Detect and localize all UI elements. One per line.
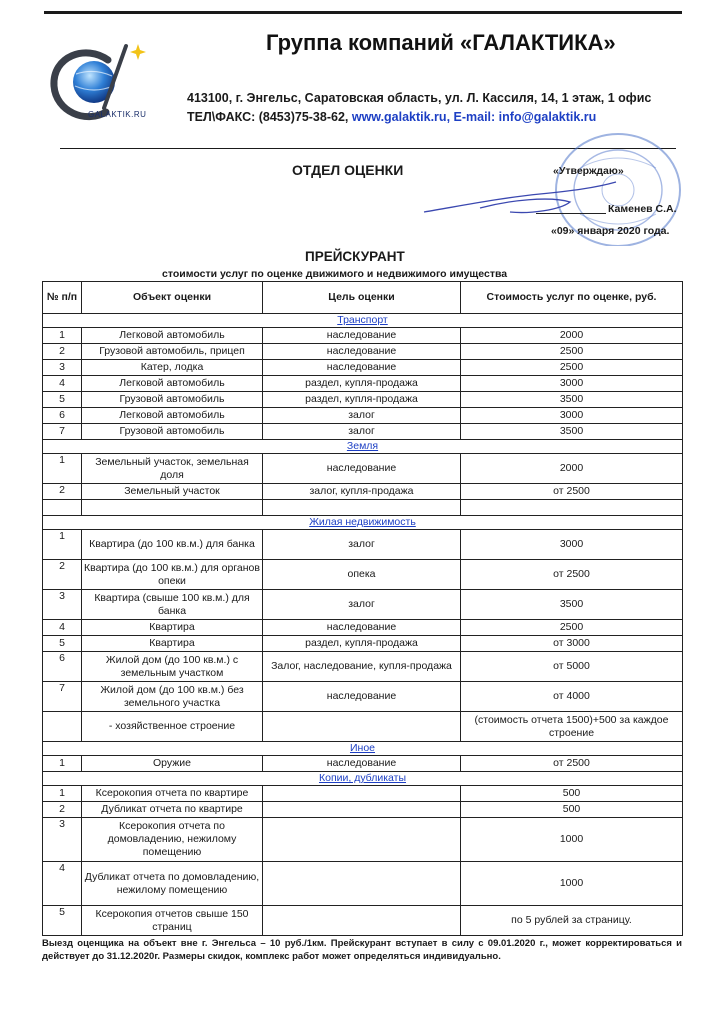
table-row bbox=[43, 424, 683, 440]
row-object: Ксерокопия отчета по квартире bbox=[82, 786, 263, 802]
approval-date: «09» января 2020 года. bbox=[551, 225, 670, 237]
row-object: Легковой автомобиль bbox=[82, 328, 263, 344]
table-row bbox=[43, 484, 683, 500]
section-row bbox=[43, 772, 683, 786]
row-object: Квартира (до 100 кв.м.) для банка bbox=[82, 530, 263, 560]
approver-name: Каменев С.А. bbox=[608, 203, 677, 215]
table-row bbox=[43, 560, 683, 590]
table-row bbox=[43, 620, 683, 636]
company-title: Группа компаний «ГАЛАКТИКА» bbox=[266, 30, 616, 55]
empty-row bbox=[43, 500, 683, 516]
row-number: 2 bbox=[43, 560, 82, 590]
section-title bbox=[43, 440, 683, 454]
row-purpose: раздел, купля-продажа bbox=[263, 636, 461, 652]
row-price: 3500 bbox=[461, 590, 683, 620]
row-number: 6 bbox=[43, 652, 82, 682]
section-title bbox=[43, 314, 683, 328]
header-price: Стоимость услуг по оценке, руб. bbox=[461, 282, 683, 314]
row-price: 500 bbox=[461, 802, 683, 818]
row-object: Легковой автомобиль bbox=[82, 376, 263, 392]
row-number: 7 bbox=[43, 424, 82, 440]
table-row bbox=[43, 652, 683, 682]
row-number: 4 bbox=[43, 376, 82, 392]
row-object: Жилой дом (до 100 кв.м.) без земельного участка bbox=[82, 682, 263, 712]
row-price: 3000 bbox=[461, 530, 683, 560]
row-number: 3 bbox=[43, 590, 82, 620]
row-price: от 5000 bbox=[461, 652, 683, 682]
signature-line bbox=[536, 213, 606, 214]
row-price: 2500 bbox=[461, 620, 683, 636]
empty-cell bbox=[263, 500, 461, 516]
row-price: 2500 bbox=[461, 344, 683, 360]
row-object: Квартира (до 100 кв.м.) для органов опеки bbox=[82, 560, 263, 590]
row-price: 2000 bbox=[461, 328, 683, 344]
row-purpose: залог bbox=[263, 408, 461, 424]
table-row bbox=[43, 360, 683, 376]
table-row bbox=[43, 590, 683, 620]
row-purpose bbox=[263, 786, 461, 802]
row-object: Земельный участок bbox=[82, 484, 263, 500]
row-object: Жилой дом (до 100 кв.м.) с земельным участком bbox=[82, 652, 263, 682]
row-price: от 2500 bbox=[461, 484, 683, 500]
section-row bbox=[43, 440, 683, 454]
row-object: Квартира bbox=[82, 636, 263, 652]
table-row bbox=[43, 906, 683, 936]
row-number: 4 bbox=[43, 862, 82, 906]
table-row bbox=[43, 712, 683, 742]
row-price: 3500 bbox=[461, 392, 683, 408]
footnote: Выезд оценщика на объект вне г. Энгельса – 10 руб./1км. Прейскурант вступает в силу с 09.01.2020 г., может корректироваться и действует до 31.12.2020г. Размеры скидок, комплекс работ может определяться индивидуально. bbox=[42, 938, 682, 962]
row-price: от 2500 bbox=[461, 756, 683, 772]
empty-cell bbox=[82, 500, 263, 516]
price-table bbox=[42, 281, 683, 936]
row-object: Дубликат отчета по квартире bbox=[82, 802, 263, 818]
row-purpose: наследование bbox=[263, 328, 461, 344]
row-number: 5 bbox=[43, 392, 82, 408]
row-purpose: наследование bbox=[263, 756, 461, 772]
row-number bbox=[43, 712, 82, 742]
section-title bbox=[43, 516, 683, 530]
row-purpose: раздел, купля-продажа bbox=[263, 392, 461, 408]
table-row bbox=[43, 802, 683, 818]
section-label: Земля bbox=[346, 440, 379, 452]
row-price: от 2500 bbox=[461, 560, 683, 590]
row-price: 2500 bbox=[461, 360, 683, 376]
row-purpose: залог bbox=[263, 424, 461, 440]
row-price: от 4000 bbox=[461, 682, 683, 712]
phone-fax: ТЕЛ\ФАКС: (8453)75-38-62, bbox=[187, 110, 349, 124]
document-subtitle: стоимости услуг по оценке движимого и недвижимого имущества bbox=[162, 268, 508, 280]
row-object: Земельный участок, земельная доля bbox=[82, 454, 263, 484]
row-purpose bbox=[263, 906, 461, 936]
row-purpose bbox=[263, 818, 461, 862]
document-title: ПРЕЙСКУРАНТ bbox=[305, 249, 405, 264]
row-price: 3000 bbox=[461, 376, 683, 392]
row-purpose: залог bbox=[263, 530, 461, 560]
row-object: Грузовой автомобиль bbox=[82, 392, 263, 408]
row-object: Квартира (свыше 100 кв.м.) для банка bbox=[82, 590, 263, 620]
row-price: 3000 bbox=[461, 408, 683, 424]
table-row bbox=[43, 376, 683, 392]
table-row bbox=[43, 786, 683, 802]
row-number: 2 bbox=[43, 484, 82, 500]
section-label: Жилая недвижимость bbox=[309, 516, 416, 528]
row-purpose: залог bbox=[263, 590, 461, 620]
table-row bbox=[43, 454, 683, 484]
section-title bbox=[43, 742, 683, 756]
row-number: 1 bbox=[43, 756, 82, 772]
row-purpose: наследование bbox=[263, 620, 461, 636]
company-contacts bbox=[187, 110, 596, 124]
section-row bbox=[43, 516, 683, 530]
table-row bbox=[43, 392, 683, 408]
table-row bbox=[43, 328, 683, 344]
row-number: 1 bbox=[43, 328, 82, 344]
company-address: 413100, г. Энгельс, Саратовская область, ул. Л. Кассиля, 14, 1 этаж, 1 офис bbox=[187, 91, 652, 105]
row-purpose: наследование bbox=[263, 454, 461, 484]
row-purpose bbox=[263, 862, 461, 906]
row-purpose: Залог, наследование, купля-продажа bbox=[263, 652, 461, 682]
email-link[interactable]: info@galaktik.ru bbox=[498, 110, 597, 124]
table-row bbox=[43, 756, 683, 772]
row-price: 1000 bbox=[461, 862, 683, 906]
row-purpose: залог, купля-продажа bbox=[263, 484, 461, 500]
row-object: Грузовой автомобиль, прицеп bbox=[82, 344, 263, 360]
row-number: 5 bbox=[43, 906, 82, 936]
row-number: 1 bbox=[43, 530, 82, 560]
table-row bbox=[43, 408, 683, 424]
header-number: № п/п bbox=[43, 282, 82, 314]
row-number: 3 bbox=[43, 360, 82, 376]
row-price: (стоимость отчета 1500)+500 за каждое строение bbox=[461, 712, 683, 742]
row-number: 7 bbox=[43, 682, 82, 712]
row-purpose bbox=[263, 802, 461, 818]
section-label: Транспорт bbox=[337, 314, 388, 326]
section-label: Копии, дубликаты bbox=[318, 772, 407, 784]
top-rule bbox=[44, 11, 682, 14]
department-title: ОТДЕЛ ОЦЕНКИ bbox=[292, 162, 404, 178]
row-price: 3500 bbox=[461, 424, 683, 440]
row-object: Легковой автомобиль bbox=[82, 408, 263, 424]
row-object: Ксерокопия отчета по домовладению, нежилому помещению bbox=[82, 818, 263, 862]
row-purpose bbox=[263, 712, 461, 742]
table-row bbox=[43, 818, 683, 862]
header-object: Объект оценки bbox=[82, 282, 263, 314]
row-purpose: опека bbox=[263, 560, 461, 590]
row-purpose: раздел, купля-продажа bbox=[263, 376, 461, 392]
row-object: Ксерокопия отчетов свыше 150 страниц bbox=[82, 906, 263, 936]
logo-text: GALAKTIK.RU bbox=[88, 110, 147, 119]
row-number: 1 bbox=[43, 786, 82, 802]
row-number: 2 bbox=[43, 344, 82, 360]
empty-cell bbox=[43, 500, 82, 516]
row-price: 2000 bbox=[461, 454, 683, 484]
price-table-body bbox=[43, 314, 683, 936]
row-object: Катер, лодка bbox=[82, 360, 263, 376]
row-number: 2 bbox=[43, 802, 82, 818]
row-purpose: наследование bbox=[263, 360, 461, 376]
row-number: 1 bbox=[43, 454, 82, 484]
row-object: Квартира bbox=[82, 620, 263, 636]
table-row bbox=[43, 636, 683, 652]
handwritten-signature bbox=[420, 176, 620, 226]
row-price: от 3000 bbox=[461, 636, 683, 652]
section-row bbox=[43, 314, 683, 328]
row-object: Оружие bbox=[82, 756, 263, 772]
table-row bbox=[43, 862, 683, 906]
row-purpose: наследование bbox=[263, 344, 461, 360]
row-price: 1000 bbox=[461, 818, 683, 862]
header-purpose: Цель оценки bbox=[263, 282, 461, 314]
empty-cell bbox=[461, 500, 683, 516]
row-object: - хозяйственное строение bbox=[82, 712, 263, 742]
row-object: Дубликат отчета по домовладению, нежилому помещению bbox=[82, 862, 263, 906]
row-number: 5 bbox=[43, 636, 82, 652]
row-price: по 5 рублей за страницу. bbox=[461, 906, 683, 936]
website-link[interactable]: www.galaktik.ru bbox=[351, 110, 447, 124]
section-label: Иное bbox=[349, 742, 376, 754]
table-header-row bbox=[43, 282, 683, 314]
row-price: 500 bbox=[461, 786, 683, 802]
table-row bbox=[43, 682, 683, 712]
row-object: Грузовой автомобиль bbox=[82, 424, 263, 440]
row-number: 6 bbox=[43, 408, 82, 424]
approval-label: «Утверждаю» bbox=[553, 165, 624, 177]
section-row bbox=[43, 742, 683, 756]
table-row bbox=[43, 344, 683, 360]
row-number: 4 bbox=[43, 620, 82, 636]
email-label: , E-mail: bbox=[446, 110, 496, 124]
section-title bbox=[43, 772, 683, 786]
row-number: 3 bbox=[43, 818, 82, 862]
row-purpose: наследование bbox=[263, 682, 461, 712]
table-row bbox=[43, 530, 683, 560]
